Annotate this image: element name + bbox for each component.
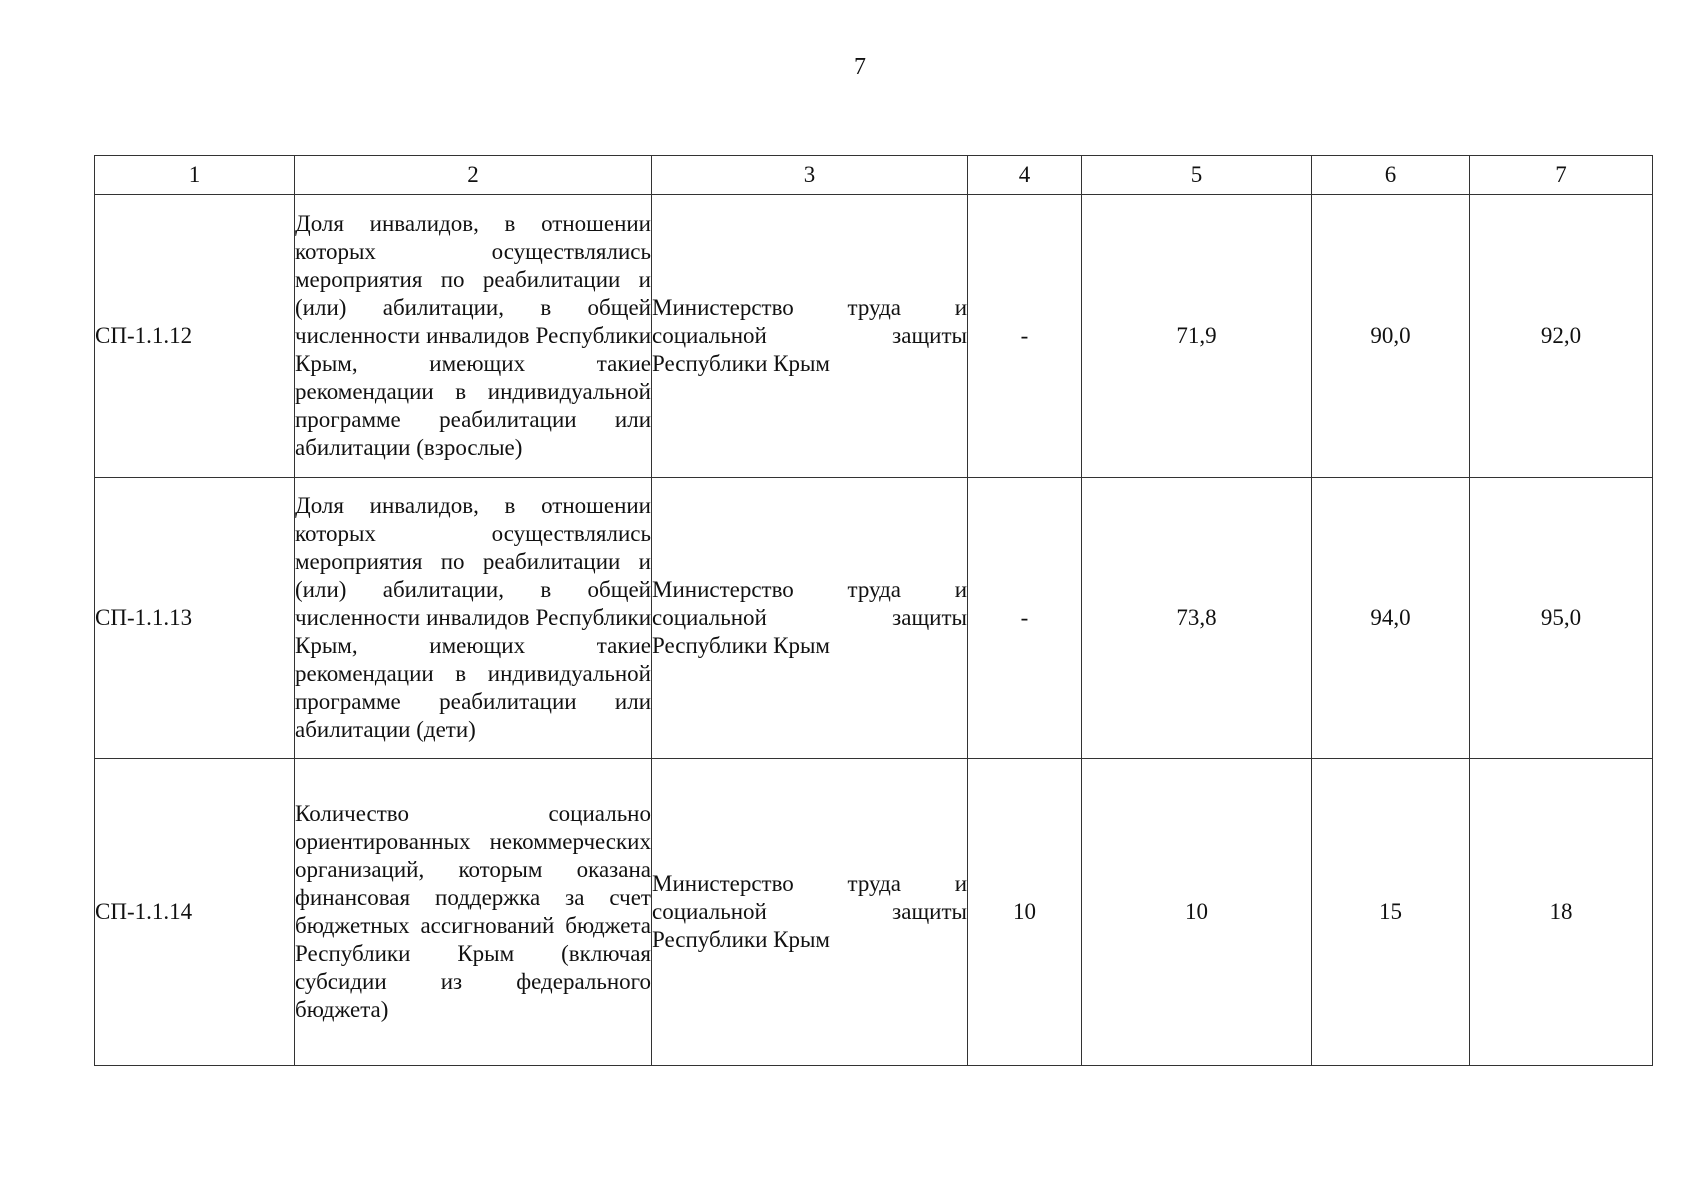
table-row — [95, 759, 1653, 1066]
value-col-7: 92,0 — [1470, 195, 1653, 478]
value-col-6: 94,0 — [1312, 478, 1470, 759]
value-col-6: 90,0 — [1312, 195, 1470, 478]
column-header: 5 — [1082, 156, 1312, 195]
table-row — [95, 195, 1653, 478]
indicator-text: Доля инвалидов, в отношении которых осуществлялись мероприятия по реабилитации и (или) абилитации, в общей численности инвалидов Республики Крым, имеющих такие рекомендации в индивидуальной программе реабилитации или абилитации (дети) — [295, 493, 651, 742]
responsible-text: Министерство труда и социальной защиты Республики Крым — [652, 295, 967, 376]
responsible-executor — [652, 195, 968, 478]
value-col-4: 10 — [968, 759, 1082, 1066]
indicator-name — [295, 759, 652, 1066]
value-col-5: 10 — [1082, 759, 1312, 1066]
column-header: 6 — [1312, 156, 1470, 195]
responsible-executor — [652, 759, 968, 1066]
indicators-table — [94, 155, 1653, 1066]
indicator-name — [295, 478, 652, 759]
column-header: 1 — [95, 156, 295, 195]
responsible-text: Министерство труда и социальной защиты Республики Крым — [652, 577, 967, 658]
responsible-text: Министерство труда и социальной защиты Республики Крым — [652, 871, 967, 952]
header-row — [95, 156, 1653, 195]
responsible-executor — [652, 478, 968, 759]
page-number: 7 — [854, 54, 866, 80]
column-header: 2 — [295, 156, 652, 195]
indicator-code: СП-1.1.14 — [95, 759, 295, 1066]
column-header: 4 — [968, 156, 1082, 195]
column-header: 7 — [1470, 156, 1653, 195]
indicator-text: Доля инвалидов, в отношении которых осуществлялись мероприятия по реабилитации и (или) абилитации, в общей численности инвалидов Республики Крым, имеющих такие рекомендации в индивидуальной программе реабилитации или абилитации (взрослые) — [295, 211, 651, 460]
value-col-7: 95,0 — [1470, 478, 1653, 759]
value-col-6: 15 — [1312, 759, 1470, 1066]
indicator-name — [295, 195, 652, 478]
value-col-4: - — [968, 195, 1082, 478]
value-col-5: 71,9 — [1082, 195, 1312, 478]
indicator-code: СП-1.1.13 — [95, 478, 295, 759]
indicator-code: СП-1.1.12 — [95, 195, 295, 478]
indicator-text: Количество социально ориентированных некоммерческих организаций, которым оказана финансовая поддержка за счет бюджетных ассигнований бюджета Республики Крым (включая субсидии из федерального бюджета) — [295, 801, 651, 1022]
value-col-7: 18 — [1470, 759, 1653, 1066]
value-col-5: 73,8 — [1082, 478, 1312, 759]
column-header: 3 — [652, 156, 968, 195]
table-row — [95, 478, 1653, 759]
value-col-4: - — [968, 478, 1082, 759]
